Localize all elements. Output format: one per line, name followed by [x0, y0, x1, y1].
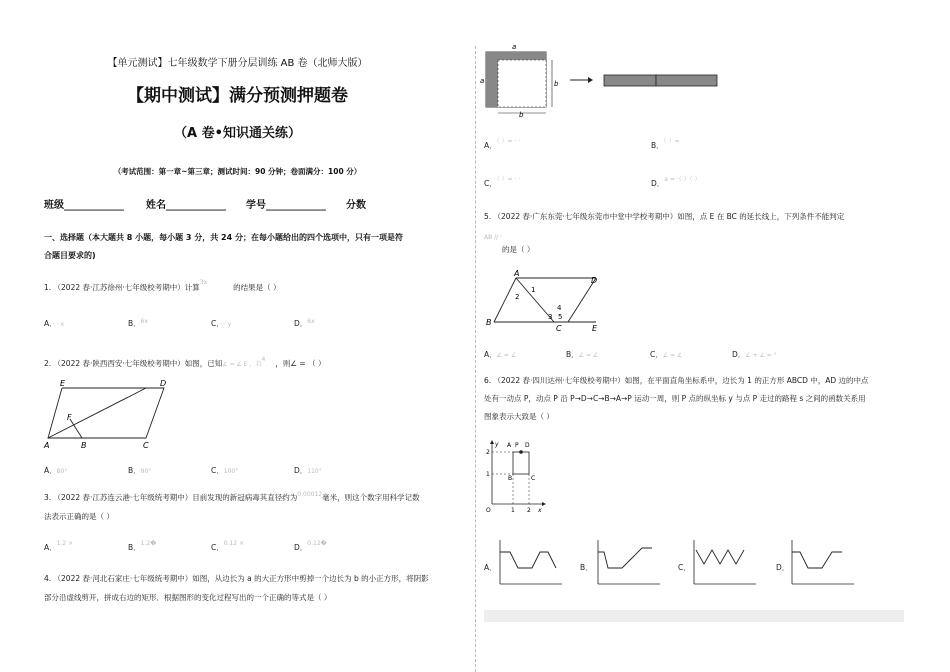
question-4-cont: 部分沿虚线剪开，拼成右边的矩形．根据图形的变化过程写出的一个正确的等式是（ ） — [44, 593, 332, 602]
q5-label-1: 1 — [531, 286, 536, 294]
q6-label-d: D — [525, 442, 530, 449]
q5-option-d[interactable]: D．∠ + ∠ = ° — [732, 350, 777, 359]
q5-figure — [484, 269, 609, 333]
q5-option-c[interactable]: C．∠ = ∠ — [650, 350, 683, 359]
q2-label-f: F — [67, 413, 72, 422]
q4-label-a-left: a — [480, 77, 485, 85]
exam-info: （考试范围：第一章~第三章；测试时间：90 分钟；卷面满分：100 分） — [113, 167, 362, 176]
q5-option-b[interactable]: B．∠ = ∠ — [566, 350, 599, 359]
q1-option-c[interactable]: C．· · y — [211, 319, 232, 328]
question-5-cont: 的是（ ） — [502, 245, 535, 254]
q2-option-c[interactable]: C．100° — [211, 466, 239, 475]
question-3: 3. （2022 春·江苏连云港·七年级统考期中）目前发现的新冠病毒其直径约为$^{0.00012}$毫米，则这个数字用科学记数 — [44, 491, 420, 502]
q6-label-b: B — [508, 475, 513, 482]
q2-option-a[interactable]: A．80° — [44, 466, 68, 475]
q2-label-b: B — [81, 441, 87, 450]
q6-label-x: x — [538, 507, 542, 514]
q5-label-c: C — [556, 324, 562, 333]
q6-label-o: O — [486, 507, 491, 514]
q4-option-a[interactable]: A．（ ）= · · — [484, 138, 521, 150]
q6-label-c: C — [531, 475, 536, 482]
q1-option-d[interactable]: D．$^{6x}$ — [294, 318, 315, 328]
page-title: 【期中测试】满分预测押题卷 — [127, 86, 348, 106]
q5-label-b: B — [486, 318, 492, 327]
q6-tick-x1: 1 — [511, 507, 515, 514]
q2-figure — [44, 379, 167, 450]
q6-option-a-graph[interactable] — [496, 538, 566, 588]
q1-option-b[interactable]: B．$^{6x}$ — [128, 318, 149, 328]
q5-label-4: 4 — [557, 304, 562, 312]
q6-option-d-graph[interactable] — [788, 538, 858, 588]
q4-label-b-bottom: b — [519, 111, 524, 119]
question-1: 1. （2022 春·江苏徐州·七年级校考期中）计算$^{3x}$的结果是（ ） — [44, 279, 281, 292]
student-id-field[interactable]: 学号____________ — [246, 200, 326, 211]
q3-option-a[interactable]: A．$^{1.2 \times}$ — [44, 540, 74, 552]
q4-option-d[interactable]: D．$^{a = \cdot( )( )}$ — [651, 176, 701, 188]
q5-label-3: 3 — [548, 313, 553, 321]
q4-option-c[interactable]: C．（ ）= · · — [484, 176, 521, 188]
question-5: 5. （2022 春·广东东莞·七年级东莞市中堂中学校考期中）如图，点 E 在 BC 的延长线上，下列条件不能判定 — [484, 212, 845, 221]
section-heading: 一、选择题（本大题共 8 小题，每小题 3 分，共 24 分；在每小题给出的四个选项中，只有一项是符 — [44, 233, 403, 242]
q5-label-a: A — [514, 269, 520, 278]
question-6: 6. （2022 春·四川达州·七年级校考期中）如图，在平面直角坐标系中，边长为 1 的正方形 ABCD 中，AD 边的中点 — [484, 376, 869, 385]
question-2: 2. （2022 春·陕西西安·七年级校考期中）如图，已知∠ = ∠ E ，若$^4$ ，则∠ = （ ） — [44, 356, 326, 368]
q6-tick-y2: 2 — [486, 449, 490, 456]
q6-label-a: A — [507, 442, 512, 449]
q5-label-5: 5 — [558, 313, 563, 321]
question-3-cont: 法表示正确的是（ ） — [44, 512, 114, 521]
q5-label-e: E — [592, 324, 598, 333]
q2-label-e: E — [60, 379, 66, 388]
q6-tick-x2: 2 — [527, 507, 531, 514]
q6-figure — [486, 440, 546, 514]
series-header: 【单元测试】七年级数学下册分层训练 AB 卷（北师大版） — [107, 58, 368, 69]
q6-option-b-graph[interactable] — [594, 538, 664, 588]
q6-option-b[interactable]: B． — [580, 563, 593, 572]
q5-label-2: 2 — [515, 293, 520, 301]
question-6-cont: 处有一动点 P，动点 P 沿 P→D→C→B→A→P 运动一周，则 P 点的纵坐标 y 与点 P 走过的路程 s 之间的函数关系用 — [484, 394, 866, 403]
q2-label-c: C — [143, 441, 149, 450]
q3-option-c[interactable]: C．$^{0.12 \times}$ — [211, 540, 245, 552]
question-6-cont2: 图象表示大致是（ ） — [484, 412, 554, 421]
q4-label-a-top: a — [512, 43, 517, 51]
q6-option-a[interactable]: A． — [484, 563, 497, 572]
q6-tick-y1: 1 — [486, 471, 490, 478]
q3-option-b[interactable]: B．$^{1.2�}$ — [128, 540, 157, 552]
q6-option-d[interactable]: D． — [776, 563, 790, 572]
name-field[interactable]: 姓名____________ — [146, 200, 226, 211]
q5-label-d: D — [591, 276, 598, 285]
section-heading-cont: 合题目要求的) — [44, 251, 96, 260]
q5-option-a[interactable]: A．∠ = ∠ — [484, 350, 517, 359]
q4-option-b[interactable]: B．（ ）= — [651, 138, 680, 150]
q2-option-d[interactable]: D．110° — [294, 466, 322, 475]
q2-label-a: A — [44, 441, 50, 450]
score-field[interactable]: 分数 — [346, 200, 366, 211]
page-subtitle: （A 卷•知识通关练） — [174, 126, 301, 141]
q6-option-c-graph[interactable] — [690, 538, 760, 588]
question-4: 4. （2022 春·河北石家庄·七年级统考期中）如图，从边长为 a 的大正方形中剪掉一个边长为 b 的小正方形，将阴影 — [44, 574, 429, 583]
question-5-expr: AB // · — [484, 234, 502, 241]
q1-option-a[interactable]: A．· · x — [44, 319, 65, 328]
q4-label-b-right: b — [554, 80, 559, 88]
q6-label-y: y — [495, 441, 499, 448]
q6-label-p: P — [515, 442, 519, 449]
q6-option-c[interactable]: C． — [678, 563, 691, 572]
right-page — [476, 0, 950, 672]
q2-label-d: D — [160, 379, 167, 388]
q2-option-b[interactable]: B．90° — [128, 466, 152, 475]
q3-option-d[interactable]: D．$^{0.12�}$ — [294, 540, 327, 552]
footer-bar — [484, 610, 904, 622]
q4-figure — [480, 43, 686, 119]
class-field[interactable]: 班级____________ — [44, 200, 124, 211]
